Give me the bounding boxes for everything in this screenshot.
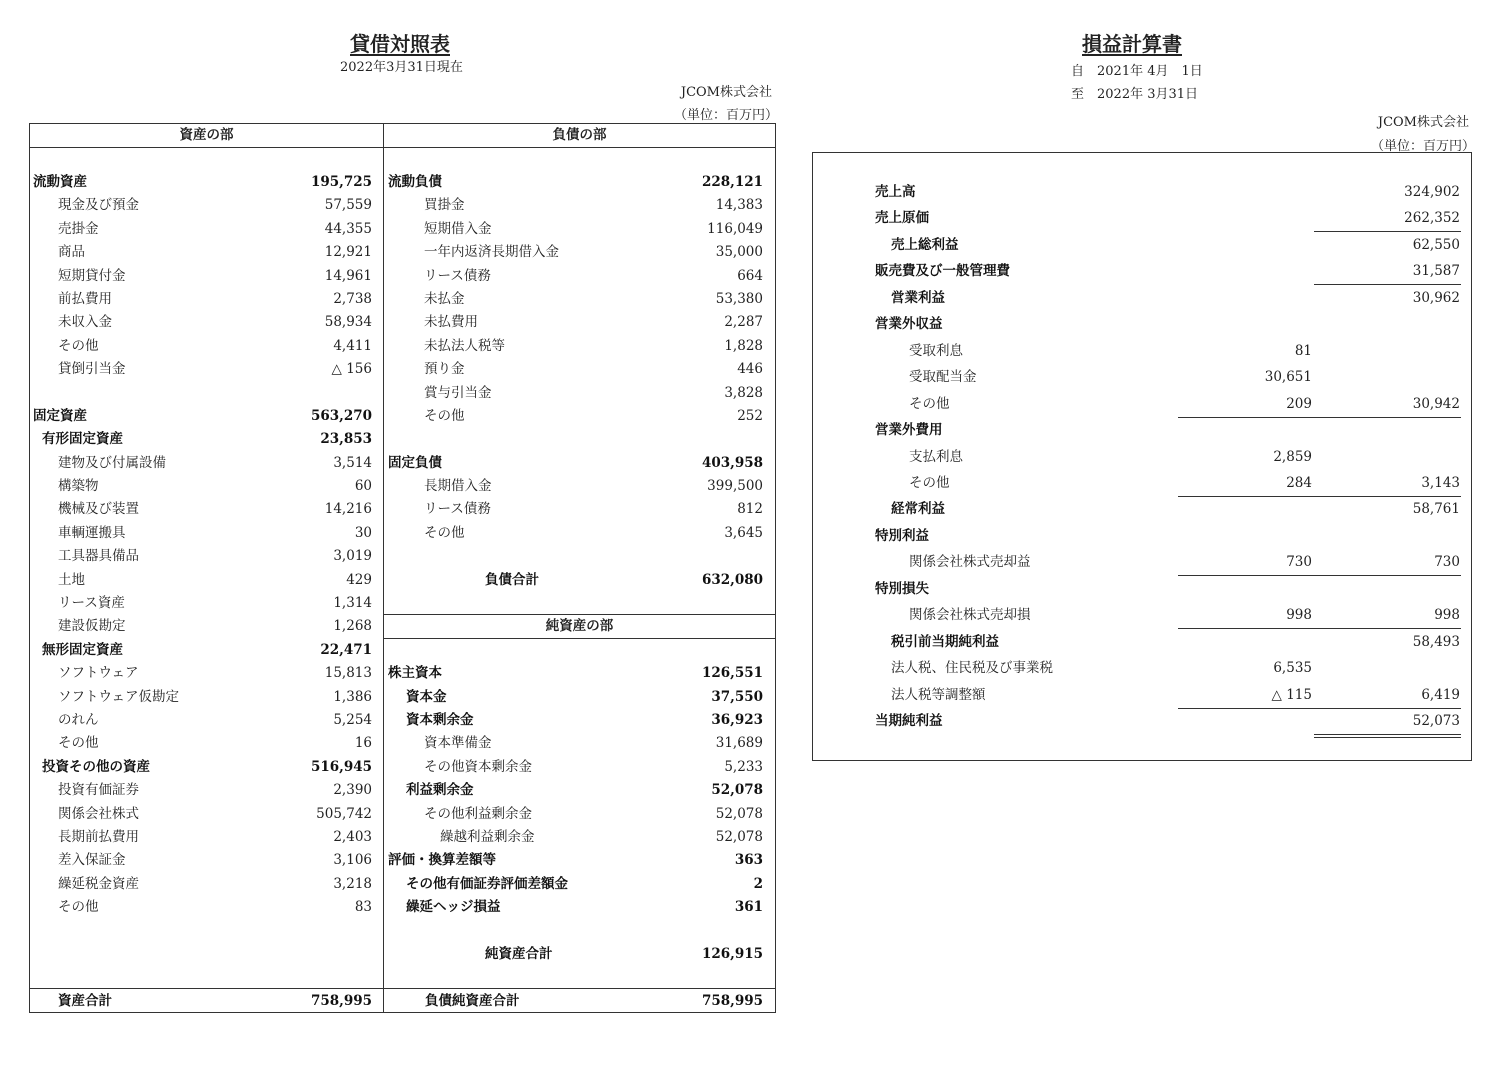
liability-row-label: その他 xyxy=(424,407,465,424)
net-asset-row-value: 52,078 xyxy=(715,805,763,822)
underline xyxy=(1178,708,1461,709)
asset-row-value: 14,216 xyxy=(324,501,372,518)
asset-row-value: 83 xyxy=(354,899,372,916)
liability-row-label: 未払法人税等 xyxy=(424,337,505,354)
net-asset-row-value: 126,915 xyxy=(701,945,763,962)
net-assets-header-divider xyxy=(384,638,775,639)
total-liabilities-net-assets-label: 負債純資産合計 xyxy=(425,993,520,1009)
income-row-label: 法人税等調整額 xyxy=(891,686,986,703)
liability-row-value: 2,287 xyxy=(724,314,763,331)
asset-row-value: 15,813 xyxy=(324,665,372,682)
asset-row-value: 22,471 xyxy=(320,641,372,658)
income-row-subtotal: △ 115 xyxy=(1271,686,1312,703)
income-row-label: 特別損失 xyxy=(875,580,929,597)
asset-row-label: 繰延税金資産 xyxy=(58,875,139,892)
balance-sheet-title: 貸借対照表 xyxy=(350,32,450,56)
asset-row-label: 建物及び付属設備 xyxy=(58,454,166,471)
asset-row-label: 売掛金 xyxy=(58,220,99,237)
asset-row-value: 3,218 xyxy=(333,875,372,892)
net-asset-row-label: その他資本剰余金 xyxy=(424,758,532,775)
assets-header: 資産の部 xyxy=(179,127,234,143)
asset-row-label: 土地 xyxy=(58,571,85,588)
income-row-subtotal: 6,535 xyxy=(1273,660,1312,677)
asset-row-value: 1,314 xyxy=(333,595,372,612)
income-statement-title: 損益計算書 xyxy=(1082,32,1182,56)
net-asset-row-label: 繰越利益剰余金 xyxy=(440,828,535,845)
liabilities-header: 負債の部 xyxy=(552,127,607,143)
income-row-total: 52,073 xyxy=(1412,713,1460,729)
income-row-subtotal: 284 xyxy=(1286,474,1312,491)
asset-row-value: △ 156 xyxy=(331,361,372,378)
liability-row-label: 未払金 xyxy=(424,290,465,307)
liability-row-value: 399,500 xyxy=(707,478,763,495)
period-to: 至 2022年 3月31日 xyxy=(1071,87,1199,102)
liability-row-value: 252 xyxy=(737,407,763,424)
net-asset-row-value: 363 xyxy=(734,852,763,869)
underline xyxy=(1178,575,1461,576)
asset-row-value: 3,019 xyxy=(333,548,372,565)
liability-row-label: 短期借入金 xyxy=(424,220,492,237)
liability-row-value: 116,049 xyxy=(707,220,763,237)
asset-row-value: 44,355 xyxy=(324,220,372,237)
asset-row-label: 関係会社株式 xyxy=(58,805,139,822)
asset-row-value: 12,921 xyxy=(324,244,372,261)
income-row-label: 経常利益 xyxy=(891,501,945,518)
income-statement-table xyxy=(812,152,1472,761)
net-assets-header: 純資産の部 xyxy=(545,618,614,634)
net-asset-row-label: 繰延ヘッジ損益 xyxy=(406,899,501,916)
income-row-total: 730 xyxy=(1434,554,1460,571)
income-row-label: 売上総利益 xyxy=(891,236,959,253)
income-row-label: 当期純利益 xyxy=(875,713,943,729)
income-row-label: 特別利益 xyxy=(875,527,929,544)
asset-row-label: ソフトウェア仮勘定 xyxy=(58,688,179,705)
income-row-total: 30,942 xyxy=(1412,395,1460,412)
asset-row-value: 3,106 xyxy=(333,852,372,869)
total-liabilities-net-assets-value: 758,995 xyxy=(701,993,763,1009)
net-asset-row-label: 株主資本 xyxy=(388,665,442,682)
asset-row-label: リース資産 xyxy=(58,595,125,612)
liability-row-label: リース債務 xyxy=(424,501,491,518)
net-asset-row-value: 52,078 xyxy=(715,828,763,845)
net-asset-row-value: 52,078 xyxy=(711,782,763,799)
net-asset-row-label: 資本準備金 xyxy=(424,735,492,752)
income-row-label: 税引前当期純利益 xyxy=(891,633,999,650)
income-row-total: 58,493 xyxy=(1412,633,1460,650)
income-row-total: 30,962 xyxy=(1412,289,1460,306)
liability-row-value: 446 xyxy=(737,361,763,378)
asset-row-value: 1,386 xyxy=(333,688,372,705)
income-statement-company: JCOM株式会社 xyxy=(1377,115,1469,130)
liability-row-value: 3,828 xyxy=(724,384,763,401)
underline xyxy=(1178,496,1461,497)
liability-row-value: 632,080 xyxy=(701,571,763,588)
asset-row-value: 1,268 xyxy=(333,618,372,635)
net-asset-row-label: 純資産合計 xyxy=(485,945,553,962)
asset-row-value: 14,961 xyxy=(324,267,372,284)
liability-row-value: 35,000 xyxy=(715,244,763,261)
asset-row-value: 58,934 xyxy=(324,314,372,331)
liability-row-label: 賞与引当金 xyxy=(424,384,492,401)
asset-row-label: のれん xyxy=(58,711,99,728)
income-row-total: 262,352 xyxy=(1404,210,1460,227)
total-divider xyxy=(30,988,775,989)
asset-row-value: 5,254 xyxy=(333,711,372,728)
income-row-label: 支払利息 xyxy=(909,448,963,465)
asset-row-label: 流動資産 xyxy=(33,174,87,190)
liability-row-value: 3,645 xyxy=(724,524,763,541)
asset-row-value: 30 xyxy=(354,524,372,541)
net-asset-row-value: 361 xyxy=(734,899,763,916)
net-asset-row-label: 評価・換算差額等 xyxy=(388,852,496,869)
income-row-label: 法人税、住民税及び事業税 xyxy=(891,660,1053,677)
liability-row-value: 228,121 xyxy=(701,174,763,190)
liability-row-label: 負債合計 xyxy=(485,571,539,588)
asset-row-value: 2,390 xyxy=(333,782,372,799)
asset-row-label: 前払費用 xyxy=(58,290,112,307)
period-from: 自 2021年 4月 1日 xyxy=(1071,64,1203,79)
asset-row-label: 機械及び装置 xyxy=(58,501,139,518)
liability-row-label: その他 xyxy=(424,524,465,541)
asset-row-label: ソフトウェア xyxy=(58,665,139,682)
liability-row-value: 403,958 xyxy=(701,454,763,471)
liability-row-value: 53,380 xyxy=(715,290,763,307)
income-row-subtotal: 730 xyxy=(1286,554,1312,571)
asset-row-label: 商品 xyxy=(58,244,85,261)
net-asset-row-label: 資本剰余金 xyxy=(406,711,474,728)
income-row-total: 31,587 xyxy=(1412,263,1460,280)
asset-row-value: 429 xyxy=(346,571,372,588)
header-divider xyxy=(30,147,775,148)
total-assets-value: 758,995 xyxy=(310,993,372,1009)
income-row-label: 関係会社株式売却益 xyxy=(909,554,1031,571)
asset-row-label: 固定資産 xyxy=(33,407,87,424)
income-statement-unit: （単位：百万円） xyxy=(1370,139,1475,154)
asset-row-label: その他 xyxy=(58,735,99,752)
asset-row-label: 長期前払費用 xyxy=(58,828,139,845)
income-row-total: 324,902 xyxy=(1404,184,1460,200)
total-assets-label: 資産合計 xyxy=(58,993,112,1009)
net-asset-row-value: 36,923 xyxy=(711,711,763,728)
net-asset-row-label: 利益剰余金 xyxy=(406,782,474,799)
liability-row-label: 買掛金 xyxy=(424,197,465,214)
liability-row-label: 一年内返済長期借入金 xyxy=(424,244,559,261)
income-row-subtotal: 209 xyxy=(1286,395,1312,412)
asset-row-value: 4,411 xyxy=(333,337,372,354)
income-row-subtotal: 30,651 xyxy=(1264,369,1312,386)
balance-sheet-unit: （単位：百万円） xyxy=(673,108,778,123)
income-row-subtotal: 2,859 xyxy=(1273,448,1312,465)
underline xyxy=(1314,231,1461,232)
liability-row-value: 664 xyxy=(737,267,763,284)
net-asset-row-label: その他有価証券評価差額金 xyxy=(406,875,568,892)
asset-row-value: 516,945 xyxy=(310,758,372,775)
asset-row-label: 貸倒引当金 xyxy=(58,361,126,378)
income-row-subtotal: 81 xyxy=(1294,342,1312,359)
asset-row-label: 車輌運搬具 xyxy=(58,524,126,541)
asset-row-value: 3,514 xyxy=(333,454,372,471)
asset-row-value: 57,559 xyxy=(324,197,372,214)
income-row-total: 6,419 xyxy=(1421,686,1460,703)
column-divider xyxy=(383,124,384,1012)
asset-row-label: 投資有価証券 xyxy=(58,782,139,799)
net-asset-row-label: その他利益剰余金 xyxy=(424,805,532,822)
income-row-label: 関係会社株式売却損 xyxy=(909,607,1031,624)
asset-row-label: 短期貸付金 xyxy=(58,267,126,284)
net-asset-row-label: 資本金 xyxy=(406,688,447,705)
balance-sheet-date: 2022年3月31日現在 xyxy=(340,60,463,75)
asset-row-label: 有形固定資産 xyxy=(42,431,123,448)
asset-row-label: 工具器具備品 xyxy=(58,548,139,565)
asset-row-label: その他 xyxy=(58,337,99,354)
asset-row-value: 195,725 xyxy=(310,174,372,190)
asset-row-value: 2,738 xyxy=(333,290,372,307)
liability-row-value: 1,828 xyxy=(724,337,763,354)
asset-row-label: 未収入金 xyxy=(58,314,112,331)
double-underline xyxy=(1314,734,1461,738)
liability-row-label: 長期借入金 xyxy=(424,478,492,495)
underline xyxy=(1178,628,1461,629)
asset-row-value: 563,270 xyxy=(310,407,372,424)
balance-sheet-company: JCOM株式会社 xyxy=(680,85,772,100)
asset-row-value: 23,853 xyxy=(320,431,372,448)
income-row-total: 58,761 xyxy=(1412,501,1460,518)
liability-row-label: 未払費用 xyxy=(424,314,478,331)
income-row-label: 売上原価 xyxy=(875,210,929,227)
income-row-total: 3,143 xyxy=(1421,474,1460,491)
net-asset-row-value: 37,550 xyxy=(711,688,763,705)
asset-row-label: 構築物 xyxy=(58,478,99,495)
asset-row-label: 現金及び預金 xyxy=(58,197,139,214)
liability-row-label: リース債務 xyxy=(424,267,491,284)
asset-row-value: 505,742 xyxy=(316,805,372,822)
asset-row-label: 投資その他の資産 xyxy=(42,758,150,775)
income-row-label: 営業外収益 xyxy=(875,316,943,333)
asset-row-value: 60 xyxy=(354,478,372,495)
income-row-total: 62,550 xyxy=(1412,236,1460,253)
income-row-total: 998 xyxy=(1434,607,1460,624)
liability-row-label: 預り金 xyxy=(424,361,465,378)
net-asset-row-value: 2 xyxy=(753,875,763,892)
income-row-label: 営業利益 xyxy=(891,289,945,306)
asset-row-value: 2,403 xyxy=(333,828,372,845)
net-asset-row-value: 31,689 xyxy=(715,735,763,752)
income-row-subtotal: 998 xyxy=(1286,607,1312,624)
net-asset-row-value: 126,551 xyxy=(701,665,763,682)
net-asset-row-value: 5,233 xyxy=(724,758,763,775)
underline xyxy=(1314,284,1461,285)
liability-row-value: 812 xyxy=(737,501,763,518)
liability-row-value: 14,383 xyxy=(715,197,763,214)
asset-row-label: その他 xyxy=(58,899,99,916)
income-row-label: その他 xyxy=(909,395,950,412)
asset-row-label: 差入保証金 xyxy=(58,852,126,869)
balance-sheet-table xyxy=(29,123,776,1013)
liability-row-label: 流動負債 xyxy=(388,174,442,190)
income-row-label: 売上高 xyxy=(875,184,916,200)
income-row-label: 販売費及び一般管理費 xyxy=(875,263,1010,280)
income-row-label: 受取配当金 xyxy=(909,369,977,386)
liability-row-label: 固定負債 xyxy=(388,454,442,471)
income-row-label: 受取利息 xyxy=(909,342,963,359)
asset-row-label: 無形固定資産 xyxy=(42,641,123,658)
underline xyxy=(1178,417,1461,418)
income-row-label: その他 xyxy=(909,474,950,491)
asset-row-value: 16 xyxy=(354,735,372,752)
asset-row-label: 建設仮勘定 xyxy=(58,618,126,635)
income-row-label: 営業外費用 xyxy=(875,422,943,439)
